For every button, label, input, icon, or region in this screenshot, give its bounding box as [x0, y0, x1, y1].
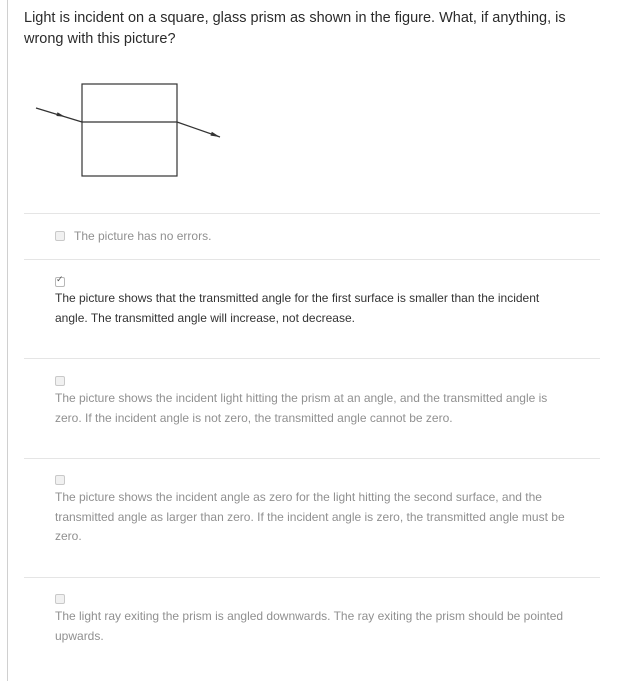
- divider: [24, 259, 600, 260]
- option-1-checkbox[interactable]: [55, 231, 65, 241]
- divider: [24, 577, 600, 578]
- exiting-ray-arrowhead: [211, 132, 221, 137]
- prism-refraction-diagram-icon: [34, 82, 234, 182]
- option-2-label: The picture shows that the transmitted angle for the first surface is smaller than the incident angle. The transmitted angle will increase, not decrease.: [55, 291, 540, 325]
- divider: [24, 458, 600, 459]
- question-text: Light is incident on a square, glass prism as shown in the figure. What, if anything, is wrong with this picture?: [24, 10, 566, 47]
- divider: [24, 213, 600, 214]
- option-4-label: The picture shows the incident angle as zero for the light hitting the second surface, and the transmitted angle as larger than zero. If the incident angle is zero, the transmitted angle must be zero.: [55, 490, 565, 543]
- option-4-checkbox[interactable]: [55, 475, 65, 485]
- option-3-checkbox[interactable]: [55, 376, 65, 386]
- option-5-label: The light ray exiting the prism is angled downwards. The ray exiting the prism should be pointed upwards.: [55, 609, 564, 643]
- incident-ray-arrowhead: [56, 112, 65, 117]
- option-3-label: The picture shows the incident light hitting the prism at an angle, and the transmitted angle is zero. If the incident angle is not zero, the transmitted angle cannot be zero.: [55, 391, 548, 425]
- option-5-checkbox[interactable]: [55, 594, 65, 604]
- divider: [24, 358, 600, 359]
- left-border: [7, 0, 8, 681]
- option-2-checkbox[interactable]: [55, 277, 65, 287]
- prism-square: [82, 84, 177, 176]
- option-1-label: The picture has no errors.: [74, 229, 212, 243]
- prism-figure: [34, 82, 234, 187]
